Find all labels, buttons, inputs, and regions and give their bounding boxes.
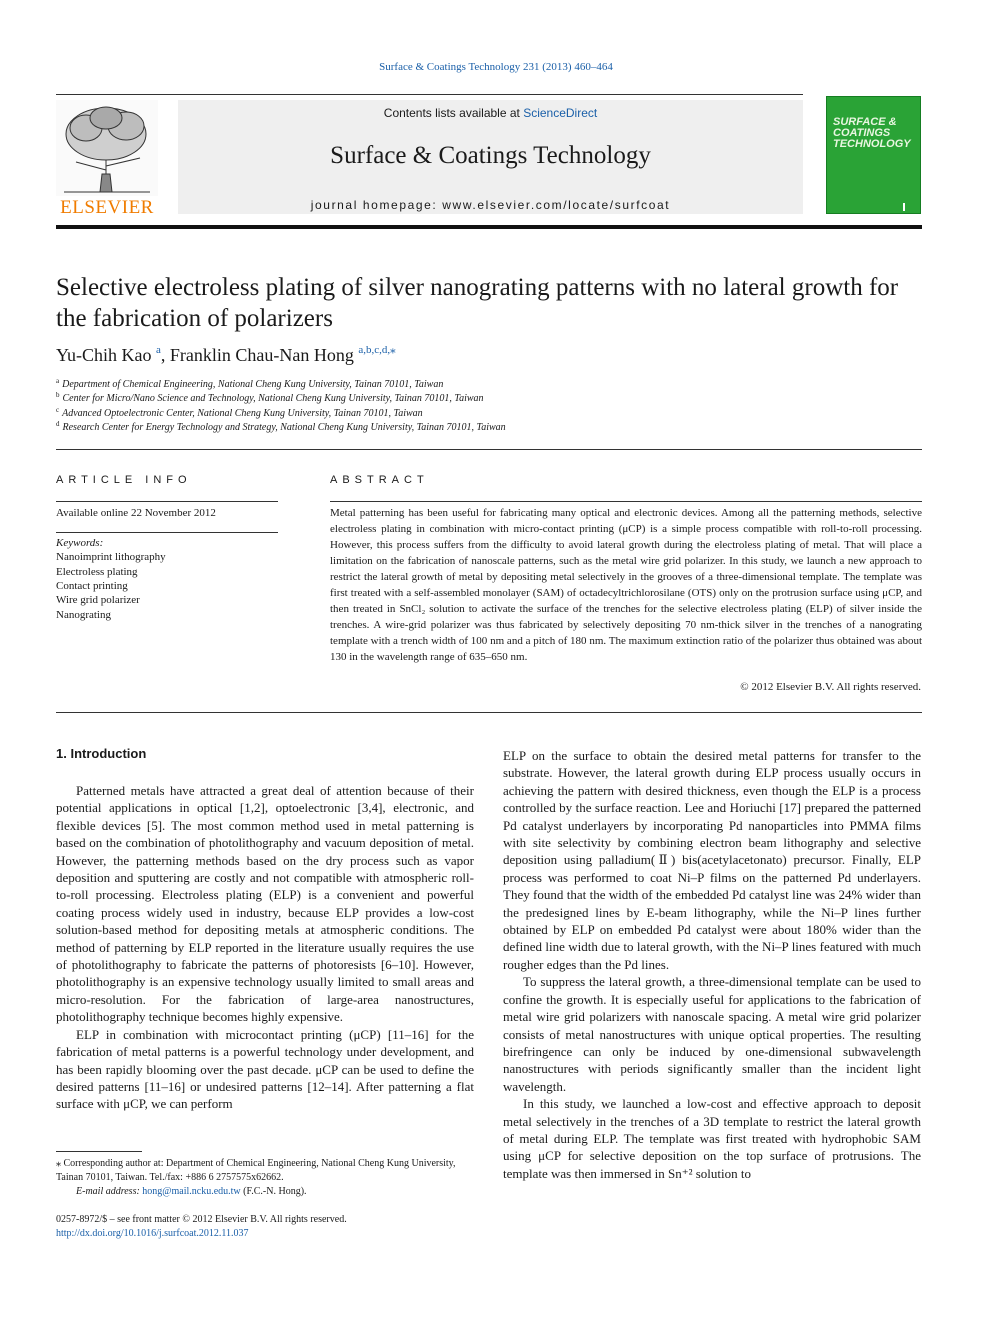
article-info-rule [56, 501, 278, 502]
affiliation: $^b$ Center for Micro/Nano Science and Technology, National Cheng Kung University, Tainan 70101, Taiwan [56, 391, 484, 404]
journal-citation[interactable]: Surface & Coatings Technology 231 (2013) 460–464 [379, 61, 613, 73]
author-affiliation-ref[interactable]: a [156, 344, 161, 356]
email-line [76, 1186, 307, 1197]
article-info-label: ARTICLE INFO [56, 474, 192, 486]
author-name: Yu-Chih Kao [56, 345, 152, 365]
abstract-copyright: © 2012 Elsevier B.V. All rights reserved. [740, 681, 921, 693]
sciencedirect-link[interactable]: ScienceDirect [523, 106, 598, 120]
keyword: Nanoimprint lithography [56, 551, 166, 563]
email-link[interactable]: hong@mail.ncku.edu.tw [142, 1186, 241, 1197]
affiliation: $^c$ Advanced Optoelectronic Center, National Cheng Kung University, Tainan 70101, Taiwan [56, 406, 423, 419]
article-title: Selective electroless plating of silver nanograting patterns with no lateral growth for the fabrication of polarizers [56, 274, 899, 332]
contents-line [178, 106, 803, 120]
abstract-rule [330, 501, 922, 502]
abstract-label: ABSTRACT [330, 474, 429, 486]
body-paragraph: To suppress the lateral growth, a three-dimensional template can be used to confine the growth. It is especially useful for applications to the fabrication of metal wire grid polarizers with nanoscale spacing. A metal wire grid polarizer consists of metal nanostructures with unique optical properties. The resulting birefringence can only be induced by one-dimensional subwavelength nanostructures with periods significantly smaller than the incident light wavelength. [503, 974, 921, 1094]
abstract-text: Metal patterning has been useful for fabricating many optical and electronic devices. Among all the patterning methods, selective electroless plating in combination with micro-contact printing (μCP) is a simple process compatible with roll-to-roll processing. However, this process suffers from the difficulty to avoid lateral growth during the electroless plating of metal. That will place a limitation on the fabrication of nanoscale patterns, such as the metal wire grid polarizer. In this study, we launch a new approach to restrict the lateral growth of metal by depositing metal selectively in the grooves of a three-dimensional template. The template was first treated with a self-assembled monolayer (SAM) of octadecyltrichlorosilane (OTS) only on the protrusion surface using μCP, and then treated in SnCl₂ solution to activate the surface of the trenches for the selective electroless plating (ELP) of silver inside the trenches. A wire-grid polarizer was thus fabricated by selectively depositing 70 nm-thick silver in the trenches of a nanograting template with a trench width of 100 nm and a pitch of 180 nm. The maximum extinction ratio of the polarizer thus obtained was about 130 in the wavelength range of 635–650 nm. [330, 507, 922, 663]
affiliation: $^d$ Research Center for Energy Technology and Strategy, National Cheng Kung University, Tainan 70101, Taiwan [56, 420, 506, 433]
journal-cover-image [826, 96, 921, 214]
body-paragraph: ELP on the surface to obtain the desired metal patterns for transfer to the substrate. However, the lateral growth during ELP process usually occurs in achieving the pattern with desired thickness, even though the ELP is a process controlled by the surface reaction. Lee and Horiuchi [17] prepared the patterned Pd catalyst underlayers by incorporating Pd nanoparticles into PMMA films with site selectivity by combining electron beam lithography and selective deposition using palladium(Ⅱ) bis(acetylacetonato) precursor. Finally, ELP process was performed to coat Ni–P films on the patterned Pd underlayers. They found that the width of the embedded Pd catalyst line was 24% wider than the predesigned lines by E-beam lithography, while the Ni–P lines further obtained by ELP on embedded Pd catalyst were about 180% wider than the defined line width due to lateral growth, with the Ni–P lines featured with much rougher edges than the Pd lines. [503, 748, 921, 972]
author-list: Yu-Chih Kao $^a$, Franklin Chau-Nan Hong $^{a,b,c,d,⁎}$ [56, 344, 396, 365]
cover-title: SURFACE & COATINGS TECHNOLOGY [833, 116, 911, 150]
masthead-rule [56, 94, 803, 95]
publisher-logo-text: ELSEVIER [60, 197, 154, 218]
keywords-label: Keywords: [56, 537, 104, 549]
keyword: Nanograting [56, 609, 111, 621]
author-name: Franklin Chau-Nan Hong [169, 345, 354, 365]
article-info-rule [56, 532, 278, 533]
body-paragraph: Patterned metals have attracted a great deal of attention because of their potential applications in optical [1,2], optoelectronic [3,4], electronic, and flexible devices [5]. The most common method used in metal patterning is based on the combination of photolithography and vacuum deposition of metal. However, the patterning methods based on the dry process such as vapor deposition and sputtering are costly and not compatible with atmospheric roll-to-roll processing. Electroless plating (ELP) is a convenient and powerful coating process widely used in industry, because ELP provides a low-cost solution-based method for depositing metals at atmospheric conditions. The method of patterning by ELP reported in the literature usually requires the use of photolithography to fabricate the patterns of photoresists [6–10]. However, photolithography is an expensive technology usually limited to small areas and micro-resolution. For the fabrication of large-area nanostructures, photolithography technique becomes highly expensive. [56, 783, 474, 1025]
footnote-rule [56, 1151, 142, 1152]
section-divider [56, 712, 922, 713]
corresponding-author-note: ⁎ Corresponding author at: Department of Chemical Engineering, National Cheng Kung University, Tainan 70101, Taiwan. Tel./fax: +886 6 2757575x62662. [56, 1158, 456, 1183]
keyword: Electroless plating [56, 566, 138, 578]
journal-homepage[interactable]: journal homepage: www.elsevier.com/locate/surfcoat [310, 198, 671, 212]
body-column-left [56, 782, 474, 1113]
contents-prefix: Contents lists available at [383, 106, 524, 120]
doi-link[interactable]: http://dx.doi.org/10.1016/j.surfcoat.2012.11.037 [56, 1228, 249, 1239]
keyword: Contact printing [56, 580, 128, 592]
section-heading: 1. Introduction [56, 746, 147, 761]
journal-title: Surface & Coatings Technology [330, 142, 651, 169]
issn-line: 0257-8972/$ – see front matter © 2012 Elsevier B.V. All rights reserved. [56, 1214, 347, 1225]
available-online: Available online 22 November 2012 [56, 507, 216, 519]
section-divider [56, 449, 922, 450]
body-paragraph: In this study, we launched a low-cost and effective approach to deposit metal selectively in the trenches of a 3D template to restrict the lateral growth of metal during ELP. The template was first treated with hydrophobic SAM using μCP for selective deposition on the top surface of protrusions. The template was then immersed in Sn⁺² solution to [503, 1096, 921, 1181]
keyword: Wire grid polarizer [56, 594, 140, 606]
affiliation: $^a$ Department of Chemical Engineering, National Cheng Kung University, Tainan 70101, Taiwan [56, 377, 444, 390]
cover-mark [903, 203, 905, 211]
body-paragraph: ELP in combination with microcontact printing (μCP) [11–16] for the fabrication of metal patterns is a powerful technology under development, and has been rapidly blooming over the past decade. μCP can be used to define the desired patterns [11–16] or undesired patterns [12–14]. After patterning a flat surface with μCP, we can perform [56, 1026, 474, 1112]
header-divider [56, 225, 922, 229]
email-suffix: (F.C.-N. Hong). [243, 1186, 307, 1197]
author-affiliation-ref[interactable]: a,b,c,d,⁎ [358, 344, 396, 356]
body-column-right [503, 747, 921, 1182]
email-label: E-mail address: [76, 1186, 140, 1197]
